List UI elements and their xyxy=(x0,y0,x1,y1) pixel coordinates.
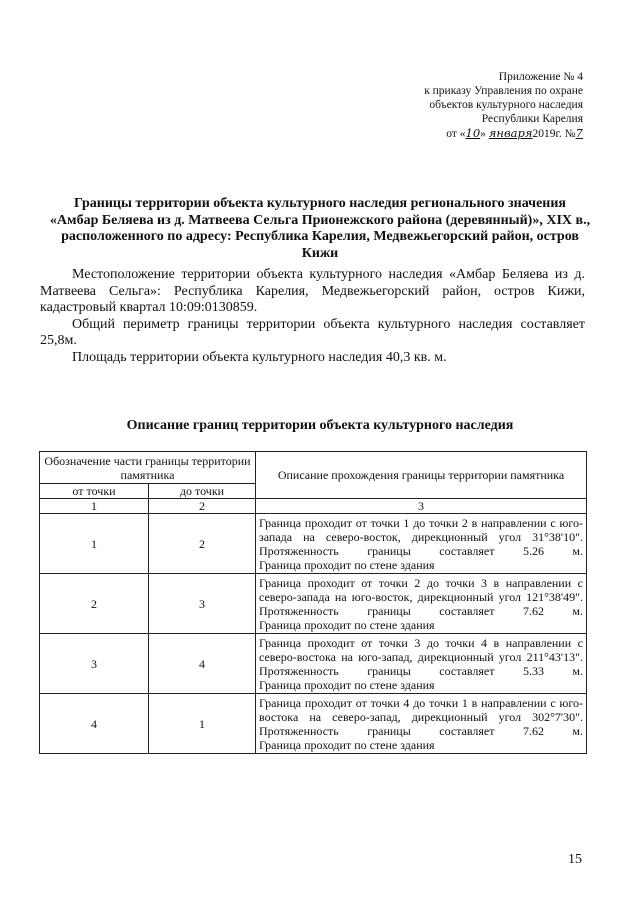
area-paragraph: Площадь территории объекта культурного наследия 40,3 кв. м. xyxy=(72,349,447,365)
title-line-1: Границы территории объекта культурного наследия регионального значения xyxy=(73,196,566,211)
row-desc-main: Граница проходит от точки 3 до точки 4 в направлении с северо-востока на юго-запад, дирекционный угол 211°43'13". Протяженность границы составляет 5.33 м. xyxy=(259,635,583,678)
appendix-header xyxy=(424,70,583,141)
header-to: до точки xyxy=(149,484,256,499)
row-desc-main: Граница проходит от точки 1 до точки 2 в направлении с юго-запада на северо-восток, дирекционный угол 31°38'10". Протяженность границы составляет 5.26 м. xyxy=(259,515,583,558)
date-day: 10 xyxy=(465,126,481,140)
row-desc xyxy=(256,694,587,754)
row-to: 3 xyxy=(149,574,256,634)
row-from: 1 xyxy=(40,514,149,574)
appendix-date-line xyxy=(424,126,583,141)
row-desc-tail: Граница проходит по стене здания xyxy=(259,617,435,632)
row-desc xyxy=(256,634,587,694)
header-part: Обозначение части границы территории памятника xyxy=(40,452,256,484)
col-num-2: 2 xyxy=(149,499,256,514)
page-number: 15 xyxy=(568,852,582,867)
header-from: от точки xyxy=(40,484,149,499)
row-desc-main: Граница проходит от точки 4 до точки 1 в направлении с юго-востока на северо-запад, дирекционный угол 302°7'30". Протяженность границы составляет 7.62 м. xyxy=(259,695,583,738)
perimeter-paragraph: Общий периметр границы территории объекта культурного наследия составляет 25,8м. xyxy=(40,316,585,348)
row-from: 2 xyxy=(40,574,149,634)
title-line-2: «Амбар Беляева из д. Матвеева Сельга Прионежского района (деревянный)», XIX в., xyxy=(49,212,591,228)
row-to: 4 xyxy=(149,634,256,694)
col-num-3: 3 xyxy=(256,499,587,514)
location-paragraph: Местоположение территории объекта культурного наследия «Амбар Беляева из д. Матвеева Сельга»: Республика Карелия, Медвежьегорский район, остров Кижи, кадастровый квартал 10:09:0130859. xyxy=(40,267,585,315)
order-number: 7 xyxy=(575,126,583,140)
row-desc-main: Граница проходит от точки 2 до точки 3 в направлении с северо-запада на юго-восток, дирекционный угол 121°38'49". Протяженность границы составляет 7.62 м. xyxy=(259,575,583,618)
row-desc-tail: Граница проходит по стене здания xyxy=(259,737,435,752)
row-desc-tail: Граница проходит по стене здания xyxy=(259,557,435,572)
description-title: Описание границ территории объекта культурного наследия xyxy=(126,418,514,433)
date-prefix: от « xyxy=(446,128,466,140)
document-title xyxy=(40,196,600,262)
row-from: 3 xyxy=(40,634,149,694)
table-row xyxy=(40,694,587,754)
title-line-4: Кижи xyxy=(301,245,339,261)
row-to: 2 xyxy=(149,514,256,574)
date-mid: » xyxy=(480,128,489,140)
date-year: 2019г. № xyxy=(532,128,576,140)
col-num-1: 1 xyxy=(40,499,149,514)
date-month: января xyxy=(488,126,533,140)
title-line-3: расположенного по адресу: Республика Карелия, Медвежьегорский район, остров xyxy=(61,229,579,244)
body-text xyxy=(40,267,585,366)
boundary-table xyxy=(39,451,587,754)
header-desc: Описание прохождения границы территории памятника xyxy=(256,452,587,499)
table-row xyxy=(40,514,587,574)
row-desc xyxy=(256,514,587,574)
appendix-line-3: объектов культурного наследия xyxy=(429,99,583,111)
row-from: 4 xyxy=(40,694,149,754)
row-desc xyxy=(256,574,587,634)
row-to: 1 xyxy=(149,694,256,754)
table-row xyxy=(40,634,587,694)
table-row xyxy=(40,574,587,634)
appendix-line-4: Республики Карелия xyxy=(481,113,583,125)
appendix-line-2: к приказу Управления по охране xyxy=(424,85,583,97)
row-desc-tail: Граница проходит по стене здания xyxy=(259,677,435,692)
appendix-line-1: Приложение № 4 xyxy=(498,71,583,83)
